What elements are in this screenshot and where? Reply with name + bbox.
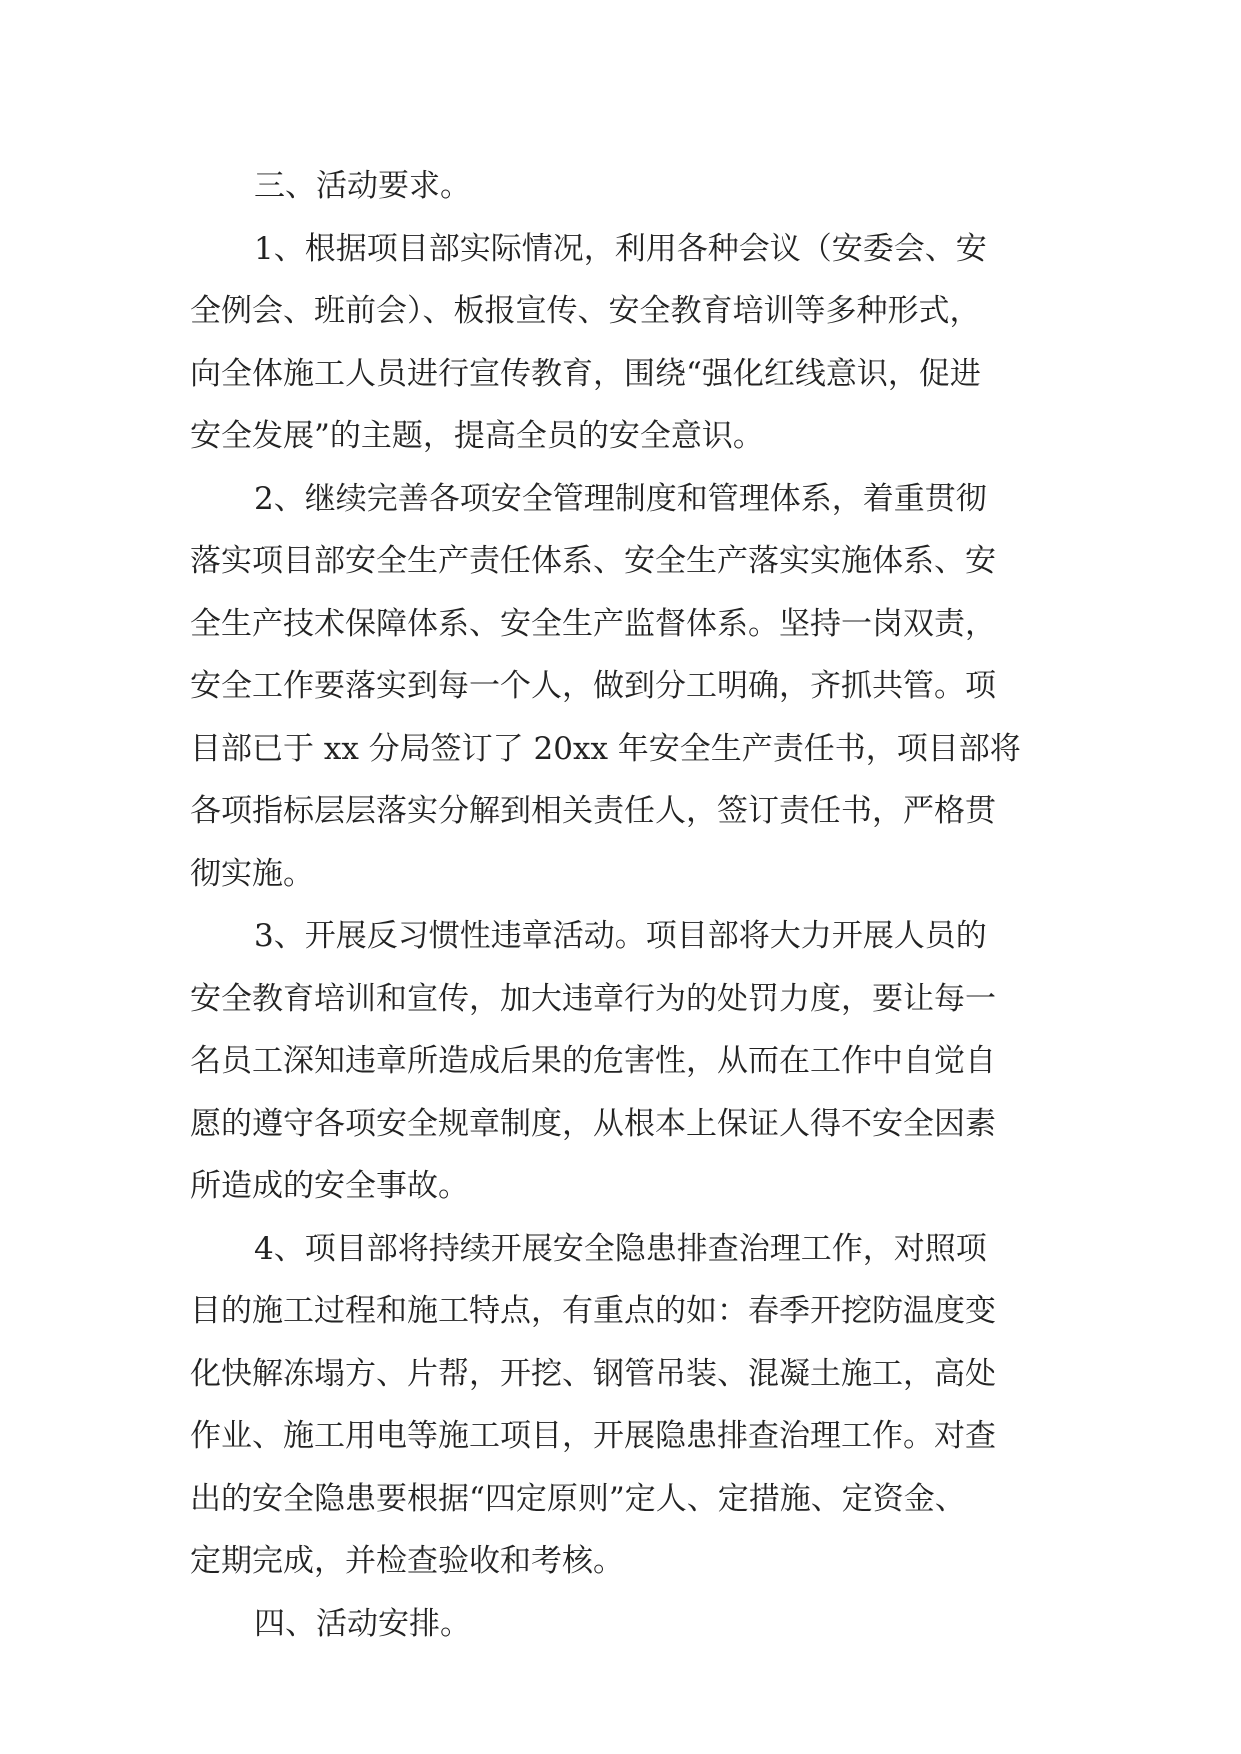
section-heading-arrangements: 四、活动安排。: [254, 1605, 471, 1642]
document-body: [190, 155, 1060, 1655]
paragraph-3-line: 3、开展反习惯性违章活动。项目部将大力开展人员的: [254, 918, 987, 954]
paragraph-3-line: 名员工深知违章所造成后果的危害性，从而在工作中自觉自: [190, 1043, 996, 1079]
paragraph-2-line: 全生产技术保障体系、安全生产监督体系。坚持一岗双责，: [190, 605, 996, 642]
paragraph-1-line: 1、根据项目部实际情况，利用各种会议（安委会、安: [254, 230, 987, 267]
paragraph-4-line: 出的安全隐患要根据“四定原则”定人、定措施、定资金、: [190, 1480, 966, 1517]
paragraph-3-line: 愿的遵守各项安全规章制度，从根本上保证人得不安全因素: [190, 1105, 996, 1142]
paragraph-1-line: 向全体施工人员进行宣传教育，围绕“强化红线意识，促进: [190, 355, 981, 392]
paragraph-3-line: 所造成的安全事故。: [190, 1168, 469, 1204]
paragraph-3-line: 安全教育培训和宣传，加大违章行为的处罚力度，要让每一: [190, 980, 996, 1017]
paragraph-2-line: 2、继续完善各项安全管理制度和管理体系，着重贯彻: [254, 480, 987, 517]
paragraph-4-line: 4、项目部将持续开展安全隐患排查治理工作，对照项: [254, 1230, 987, 1267]
paragraph-2-line: 安全工作要落实到每一个人，做到分工明确，齐抓共管。项: [190, 668, 996, 704]
section-heading-requirements: 三、活动要求。: [254, 168, 471, 204]
paragraph-2-line: 目部已于 xx 分局签订了 20xx 年安全生产责任书，项目部将: [190, 730, 1021, 767]
paragraph-1-line: 安全发展”的主题，提高全员的安全意识。: [190, 418, 764, 454]
paragraph-1-line: 全例会、班前会）、板报宣传、安全教育培训等多种形式，: [190, 293, 981, 329]
paragraph-2-line: 各项指标层层落实分解到相关责任人，签订责任书，严格贯: [190, 793, 996, 829]
paragraph-4-line: 定期完成，并检查验收和考核。: [190, 1543, 624, 1579]
paragraph-4-line: 作业、施工用电等施工项目，开展隐患排查治理工作。对查: [190, 1418, 996, 1454]
paragraph-4-line: 化快解冻塌方、片帮，开挖、钢管吊装、混凝土施工，高处: [190, 1355, 996, 1392]
paragraph-2-line: 彻实施。: [190, 855, 314, 892]
paragraph-2-line: 落实项目部安全生产责任体系、安全生产落实实施体系、安: [190, 543, 996, 579]
paragraph-4-line: 目的施工过程和施工特点，有重点的如：春季开挖防温度变: [190, 1293, 996, 1329]
